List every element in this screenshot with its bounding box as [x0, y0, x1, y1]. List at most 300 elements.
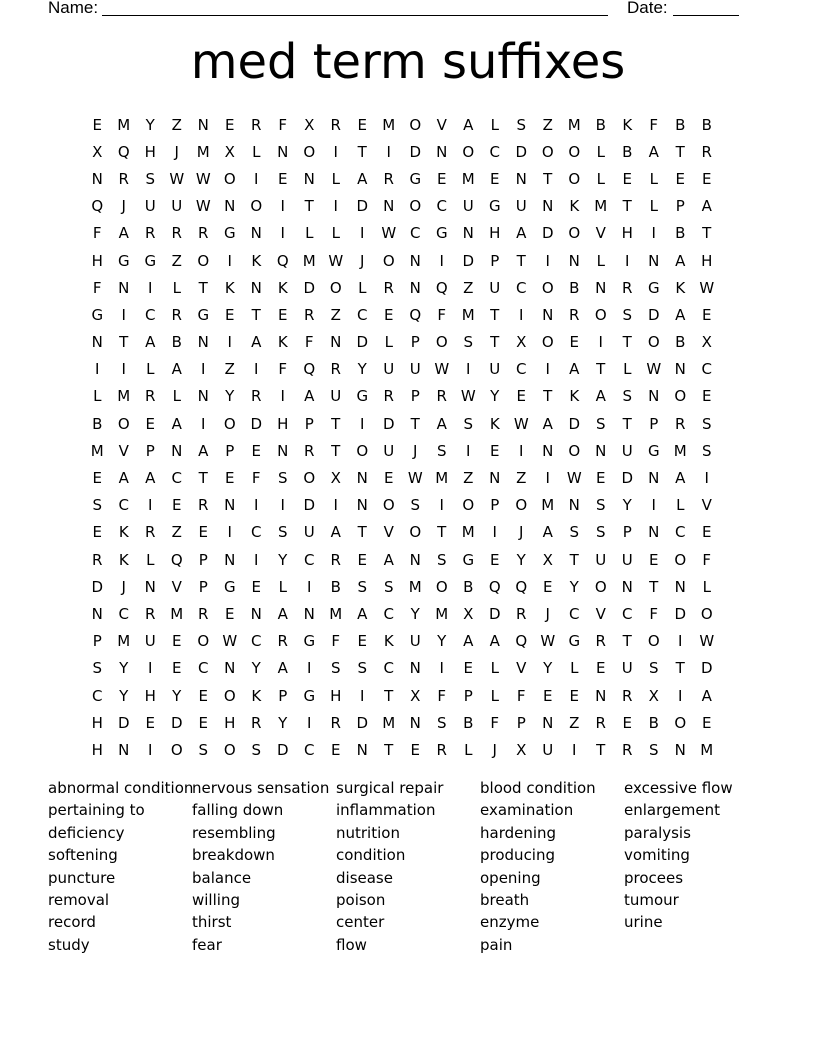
grid-letter[interactable]: O [197, 632, 210, 651]
grid-letter[interactable]: W [566, 469, 582, 488]
grid-letter[interactable]: C [701, 360, 712, 379]
grid-letter[interactable]: X [330, 469, 341, 488]
grid-letter[interactable]: O [541, 333, 554, 352]
grid-letter[interactable]: T [384, 686, 394, 705]
grid-letter[interactable]: C [516, 360, 527, 379]
grid-letter[interactable]: O [170, 740, 183, 759]
grid-letter[interactable]: R [622, 278, 633, 297]
grid-letter[interactable]: U [542, 740, 554, 759]
grid-letter[interactable]: I [439, 496, 444, 515]
grid-letter[interactable]: C [436, 197, 447, 216]
grid-letter[interactable]: A [675, 251, 686, 270]
grid-letter[interactable]: N [409, 251, 421, 270]
grid-letter[interactable]: A [463, 115, 474, 134]
grid-letter[interactable]: E [278, 305, 288, 324]
grid-letter[interactable]: S [410, 496, 421, 515]
grid-letter[interactable]: R [595, 632, 606, 651]
grid-letter[interactable]: U [621, 659, 633, 678]
grid-letter[interactable]: L [358, 278, 367, 297]
grid-letter[interactable]: P [490, 251, 500, 270]
name-field-line[interactable] [102, 15, 608, 16]
grid-letter[interactable]: K [118, 523, 129, 542]
grid-letter[interactable]: A [198, 441, 209, 460]
grid-letter[interactable]: B [675, 333, 686, 352]
grid-letter[interactable]: I [519, 305, 524, 324]
grid-letter[interactable]: E [92, 523, 102, 542]
grid-letter[interactable]: G [435, 224, 448, 243]
grid-letter[interactable]: F [437, 305, 447, 324]
grid-letter[interactable]: Z [463, 469, 474, 488]
grid-letter[interactable]: A [171, 360, 182, 379]
grid-letter[interactable]: H [144, 686, 156, 705]
grid-letter[interactable]: W [195, 169, 211, 188]
grid-letter[interactable]: S [463, 333, 474, 352]
grid-letter[interactable]: L [331, 169, 340, 188]
grid-letter[interactable]: A [489, 632, 500, 651]
grid-letter[interactable]: R [330, 360, 341, 379]
grid-letter[interactable]: N [568, 251, 580, 270]
grid-letter[interactable]: T [198, 469, 208, 488]
grid-letter[interactable]: N [118, 740, 130, 759]
grid-letter[interactable]: C [383, 604, 394, 623]
grid-letter[interactable]: V [595, 224, 606, 243]
grid-letter[interactable]: B [675, 115, 686, 134]
grid-letter[interactable]: K [569, 387, 580, 406]
grid-letter[interactable]: N [356, 496, 368, 515]
grid-letter[interactable]: Z [542, 115, 553, 134]
grid-letter[interactable]: L [490, 659, 499, 678]
grid-letter[interactable]: Q [515, 632, 528, 651]
grid-letter[interactable]: O [541, 142, 554, 161]
grid-letter[interactable]: W [460, 387, 476, 406]
grid-letter[interactable]: A [595, 387, 606, 406]
grid-letter[interactable]: G [409, 169, 422, 188]
grid-letter[interactable]: O [223, 740, 236, 759]
grid-letter[interactable]: E [490, 441, 500, 460]
grid-letter[interactable]: I [227, 333, 232, 352]
grid-letter[interactable]: M [673, 441, 687, 460]
grid-letter[interactable]: A [357, 169, 368, 188]
grid-letter[interactable]: O [197, 251, 210, 270]
grid-letter[interactable]: C [622, 604, 633, 623]
grid-letter[interactable]: M [461, 305, 475, 324]
grid-letter[interactable]: R [383, 278, 394, 297]
grid-letter[interactable]: J [413, 441, 418, 460]
grid-letter[interactable]: M [117, 387, 131, 406]
grid-letter[interactable]: E [622, 169, 632, 188]
grid-letter[interactable]: I [333, 496, 338, 515]
grid-letter[interactable]: P [198, 550, 208, 569]
grid-letter[interactable]: T [357, 142, 367, 161]
grid-letter[interactable]: A [118, 224, 129, 243]
grid-letter[interactable]: E [516, 387, 526, 406]
grid-letter[interactable]: F [304, 333, 314, 352]
grid-letter[interactable]: S [648, 740, 659, 759]
grid-letter[interactable]: S [357, 577, 368, 596]
grid-letter[interactable]: D [409, 142, 422, 161]
grid-letter[interactable]: L [596, 142, 605, 161]
grid-letter[interactable]: E [251, 441, 261, 460]
grid-letter[interactable]: W [699, 632, 715, 651]
grid-letter[interactable]: T [543, 169, 553, 188]
grid-letter[interactable]: I [598, 333, 603, 352]
grid-letter[interactable]: O [356, 441, 369, 460]
grid-letter[interactable]: N [171, 441, 183, 460]
grid-letter[interactable]: E [675, 169, 685, 188]
grid-letter[interactable]: C [118, 496, 129, 515]
grid-letter[interactable]: M [435, 604, 449, 623]
grid-letter[interactable]: D [250, 414, 263, 433]
grid-letter[interactable]: E [225, 469, 235, 488]
grid-letter[interactable]: N [383, 197, 395, 216]
grid-letter[interactable]: K [251, 251, 262, 270]
grid-letter[interactable]: G [488, 197, 501, 216]
grid-letter[interactable]: H [277, 414, 289, 433]
grid-letter[interactable]: I [227, 251, 232, 270]
grid-letter[interactable]: F [437, 686, 447, 705]
grid-letter[interactable]: E [596, 469, 606, 488]
grid-letter[interactable]: I [439, 659, 444, 678]
grid-letter[interactable]: L [384, 333, 393, 352]
grid-letter[interactable]: E [198, 686, 208, 705]
grid-letter[interactable]: X [542, 550, 553, 569]
grid-letter[interactable]: I [333, 197, 338, 216]
grid-letter[interactable]: U [489, 278, 501, 297]
grid-letter[interactable]: O [594, 577, 607, 596]
grid-letter[interactable]: N [674, 740, 686, 759]
grid-letter[interactable]: E [569, 686, 579, 705]
grid-letter[interactable]: C [516, 278, 527, 297]
grid-letter[interactable]: T [649, 577, 659, 596]
grid-letter[interactable]: U [409, 360, 421, 379]
grid-letter[interactable]: G [91, 305, 104, 324]
grid-letter[interactable]: N [542, 305, 554, 324]
grid-letter[interactable]: L [702, 577, 711, 596]
grid-letter[interactable]: E [569, 333, 579, 352]
grid-letter[interactable]: I [386, 142, 391, 161]
grid-letter[interactable]: U [515, 197, 527, 216]
grid-letter[interactable]: Q [170, 550, 183, 569]
grid-letter[interactable]: R [304, 441, 315, 460]
grid-letter[interactable]: I [95, 360, 100, 379]
grid-letter[interactable]: N [91, 604, 103, 623]
grid-letter[interactable]: S [357, 659, 368, 678]
grid-letter[interactable]: S [436, 713, 447, 732]
grid-letter[interactable]: E [331, 740, 341, 759]
grid-letter[interactable]: E [357, 550, 367, 569]
grid-letter[interactable]: A [701, 197, 712, 216]
grid-letter[interactable]: C [251, 523, 262, 542]
grid-letter[interactable]: W [222, 632, 238, 651]
grid-letter[interactable]: T [490, 333, 500, 352]
grid-letter[interactable]: Y [119, 659, 129, 678]
grid-letter[interactable]: D [303, 496, 316, 515]
grid-letter[interactable]: S [145, 169, 156, 188]
grid-letter[interactable]: J [174, 142, 179, 161]
grid-letter[interactable]: H [91, 713, 103, 732]
grid-letter[interactable]: L [649, 169, 658, 188]
grid-letter[interactable]: U [330, 387, 342, 406]
grid-letter[interactable]: P [304, 414, 314, 433]
grid-letter[interactable]: R [436, 387, 447, 406]
grid-letter[interactable]: R [277, 632, 288, 651]
grid-letter[interactable]: D [541, 224, 554, 243]
grid-letter[interactable]: R [198, 496, 209, 515]
grid-letter[interactable]: Q [515, 577, 528, 596]
grid-letter[interactable]: P [675, 197, 685, 216]
grid-letter[interactable]: A [648, 142, 659, 161]
grid-letter[interactable]: M [461, 169, 475, 188]
grid-letter[interactable]: A [277, 604, 288, 623]
grid-letter[interactable]: L [570, 659, 579, 678]
grid-letter[interactable]: I [148, 496, 153, 515]
grid-letter[interactable]: Y [622, 496, 632, 515]
grid-letter[interactable]: E [649, 550, 659, 569]
grid-letter[interactable]: S [277, 523, 288, 542]
grid-letter[interactable]: P [410, 387, 420, 406]
grid-letter[interactable]: U [303, 523, 315, 542]
grid-letter[interactable]: J [360, 251, 365, 270]
grid-letter[interactable]: M [700, 740, 714, 759]
grid-letter[interactable]: I [254, 496, 259, 515]
grid-letter[interactable]: R [330, 713, 341, 732]
grid-letter[interactable]: E [92, 115, 102, 134]
grid-letter[interactable]: N [542, 197, 554, 216]
grid-letter[interactable]: Z [171, 523, 182, 542]
grid-letter[interactable]: U [462, 197, 474, 216]
grid-letter[interactable]: X [410, 686, 421, 705]
grid-letter[interactable]: B [569, 278, 580, 297]
grid-letter[interactable]: R [145, 604, 156, 623]
grid-letter[interactable]: A [542, 414, 553, 433]
grid-letter[interactable]: M [461, 523, 475, 542]
grid-letter[interactable]: T [702, 224, 712, 243]
grid-letter[interactable]: K [251, 686, 262, 705]
grid-letter[interactable]: W [540, 632, 556, 651]
grid-letter[interactable]: H [91, 251, 103, 270]
grid-letter[interactable]: L [464, 740, 473, 759]
grid-letter[interactable]: U [383, 360, 395, 379]
grid-letter[interactable]: M [196, 142, 210, 161]
grid-letter[interactable]: Z [171, 251, 182, 270]
grid-letter[interactable]: U [383, 441, 395, 460]
grid-letter[interactable]: T [596, 740, 606, 759]
grid-letter[interactable]: N [356, 740, 368, 759]
grid-letter[interactable]: P [145, 441, 155, 460]
grid-letter[interactable]: N [197, 115, 209, 134]
grid-letter[interactable]: T [675, 142, 685, 161]
grid-letter[interactable]: I [545, 251, 550, 270]
grid-letter[interactable]: S [436, 441, 447, 460]
grid-letter[interactable]: R [171, 305, 182, 324]
grid-letter[interactable]: B [463, 577, 474, 596]
grid-letter[interactable]: S [701, 441, 712, 460]
grid-letter[interactable]: I [545, 360, 550, 379]
grid-letter[interactable]: N [250, 224, 262, 243]
grid-letter[interactable]: R [251, 387, 262, 406]
grid-letter[interactable]: S [569, 523, 580, 542]
grid-letter[interactable]: C [251, 632, 262, 651]
grid-letter[interactable]: A [118, 469, 129, 488]
grid-letter[interactable]: W [513, 414, 529, 433]
grid-letter[interactable]: D [303, 278, 316, 297]
grid-letter[interactable]: R [622, 740, 633, 759]
grid-letter[interactable]: H [330, 686, 342, 705]
grid-letter[interactable]: F [490, 713, 500, 732]
grid-letter[interactable]: N [648, 251, 660, 270]
grid-letter[interactable]: E [490, 169, 500, 188]
grid-letter[interactable]: Q [303, 360, 316, 379]
grid-letter[interactable]: K [622, 115, 633, 134]
grid-letter[interactable]: N [489, 469, 501, 488]
grid-letter[interactable]: Z [330, 305, 341, 324]
grid-letter[interactable]: Y [225, 387, 235, 406]
grid-letter[interactable]: N [674, 360, 686, 379]
grid-letter[interactable]: K [277, 333, 288, 352]
grid-letter[interactable]: D [382, 414, 395, 433]
grid-letter[interactable]: S [595, 523, 606, 542]
grid-letter[interactable]: Z [224, 360, 235, 379]
grid-letter[interactable]: C [198, 659, 209, 678]
grid-letter[interactable]: I [678, 686, 683, 705]
grid-letter[interactable]: M [90, 441, 104, 460]
grid-letter[interactable]: S [92, 496, 103, 515]
grid-letter[interactable]: A [675, 305, 686, 324]
grid-letter[interactable]: X [648, 686, 659, 705]
grid-letter[interactable]: B [701, 115, 712, 134]
grid-letter[interactable]: F [251, 469, 261, 488]
grid-letter[interactable]: T [596, 360, 606, 379]
grid-letter[interactable]: I [121, 305, 126, 324]
grid-letter[interactable]: N [303, 604, 315, 623]
grid-letter[interactable]: S [277, 469, 288, 488]
grid-letter[interactable]: L [623, 360, 632, 379]
grid-letter[interactable]: O [329, 278, 342, 297]
grid-letter[interactable]: N [409, 659, 421, 678]
grid-letter[interactable]: F [516, 686, 526, 705]
grid-letter[interactable]: O [674, 387, 687, 406]
grid-letter[interactable]: S [198, 740, 209, 759]
grid-letter[interactable]: I [254, 550, 259, 569]
grid-letter[interactable]: B [595, 115, 606, 134]
grid-letter[interactable]: U [621, 441, 633, 460]
grid-letter[interactable]: E [463, 659, 473, 678]
grid-letter[interactable]: P [490, 496, 500, 515]
grid-letter[interactable]: E [198, 713, 208, 732]
grid-letter[interactable]: Y [490, 387, 500, 406]
grid-letter[interactable]: Y [569, 577, 579, 596]
grid-letter[interactable]: B [648, 713, 659, 732]
grid-letter[interactable]: E [92, 469, 102, 488]
grid-letter[interactable]: A [675, 469, 686, 488]
grid-letter[interactable]: Q [117, 142, 130, 161]
grid-letter[interactable]: P [410, 333, 420, 352]
grid-letter[interactable]: D [515, 142, 528, 161]
grid-letter[interactable]: A [145, 469, 156, 488]
grid-letter[interactable]: R [304, 305, 315, 324]
grid-letter[interactable]: R [436, 740, 447, 759]
grid-letter[interactable]: D [170, 713, 183, 732]
grid-letter[interactable]: G [568, 632, 581, 651]
grid-letter[interactable]: S [622, 305, 633, 324]
grid-letter[interactable]: L [676, 496, 685, 515]
grid-letter[interactable]: D [356, 713, 369, 732]
grid-letter[interactable]: V [171, 577, 182, 596]
grid-letter[interactable]: V [595, 604, 606, 623]
grid-letter[interactable]: N [250, 604, 262, 623]
grid-letter[interactable]: O [515, 496, 528, 515]
grid-letter[interactable]: L [305, 224, 314, 243]
grid-letter[interactable]: R [145, 523, 156, 542]
grid-letter[interactable]: E [702, 305, 712, 324]
grid-letter[interactable]: M [329, 604, 343, 623]
grid-letter[interactable]: L [146, 550, 155, 569]
grid-letter[interactable]: O [674, 550, 687, 569]
grid-letter[interactable]: Q [409, 305, 422, 324]
grid-letter[interactable]: U [409, 632, 421, 651]
grid-letter[interactable]: G [197, 305, 210, 324]
grid-letter[interactable]: M [302, 251, 316, 270]
grid-letter[interactable]: I [466, 441, 471, 460]
grid-letter[interactable]: Q [91, 197, 104, 216]
grid-letter[interactable]: R [675, 414, 686, 433]
grid-letter[interactable]: B [675, 224, 686, 243]
grid-letter[interactable]: L [596, 251, 605, 270]
grid-letter[interactable]: B [92, 414, 103, 433]
grid-letter[interactable]: O [541, 278, 554, 297]
grid-letter[interactable]: C [145, 305, 156, 324]
grid-letter[interactable]: R [701, 142, 712, 161]
grid-letter[interactable]: Y [410, 604, 420, 623]
grid-letter[interactable]: T [569, 550, 579, 569]
grid-letter[interactable]: D [356, 333, 369, 352]
grid-letter[interactable]: I [307, 713, 312, 732]
grid-letter[interactable]: O [435, 577, 448, 596]
grid-letter[interactable]: I [572, 740, 577, 759]
grid-letter[interactable]: A [330, 523, 341, 542]
grid-letter[interactable]: C [304, 550, 315, 569]
grid-letter[interactable]: M [567, 115, 581, 134]
grid-letter[interactable]: O [223, 414, 236, 433]
grid-letter[interactable]: F [278, 360, 288, 379]
grid-letter[interactable]: O [223, 686, 236, 705]
grid-letter[interactable]: C [675, 523, 686, 542]
grid-letter[interactable]: E [357, 632, 367, 651]
grid-letter[interactable]: T [675, 659, 685, 678]
grid-letter[interactable]: X [701, 333, 712, 352]
grid-letter[interactable]: P [278, 686, 288, 705]
grid-letter[interactable]: D [462, 251, 475, 270]
grid-letter[interactable]: N [224, 197, 236, 216]
grid-letter[interactable]: I [360, 224, 365, 243]
grid-letter[interactable]: K [675, 278, 686, 297]
grid-letter[interactable]: N [144, 577, 156, 596]
grid-letter[interactable]: P [92, 632, 102, 651]
grid-letter[interactable]: L [490, 115, 499, 134]
grid-letter[interactable]: O [382, 251, 395, 270]
grid-letter[interactable]: I [678, 632, 683, 651]
grid-letter[interactable]: N [277, 441, 289, 460]
grid-letter[interactable]: V [701, 496, 712, 515]
grid-letter[interactable]: A [542, 523, 553, 542]
grid-letter[interactable]: M [541, 496, 555, 515]
grid-letter[interactable]: T [304, 197, 314, 216]
grid-letter[interactable]: H [701, 251, 713, 270]
grid-letter[interactable]: N [409, 713, 421, 732]
grid-letter[interactable]: S [383, 577, 394, 596]
grid-letter[interactable]: X [224, 142, 235, 161]
grid-letter[interactable]: N [277, 142, 289, 161]
